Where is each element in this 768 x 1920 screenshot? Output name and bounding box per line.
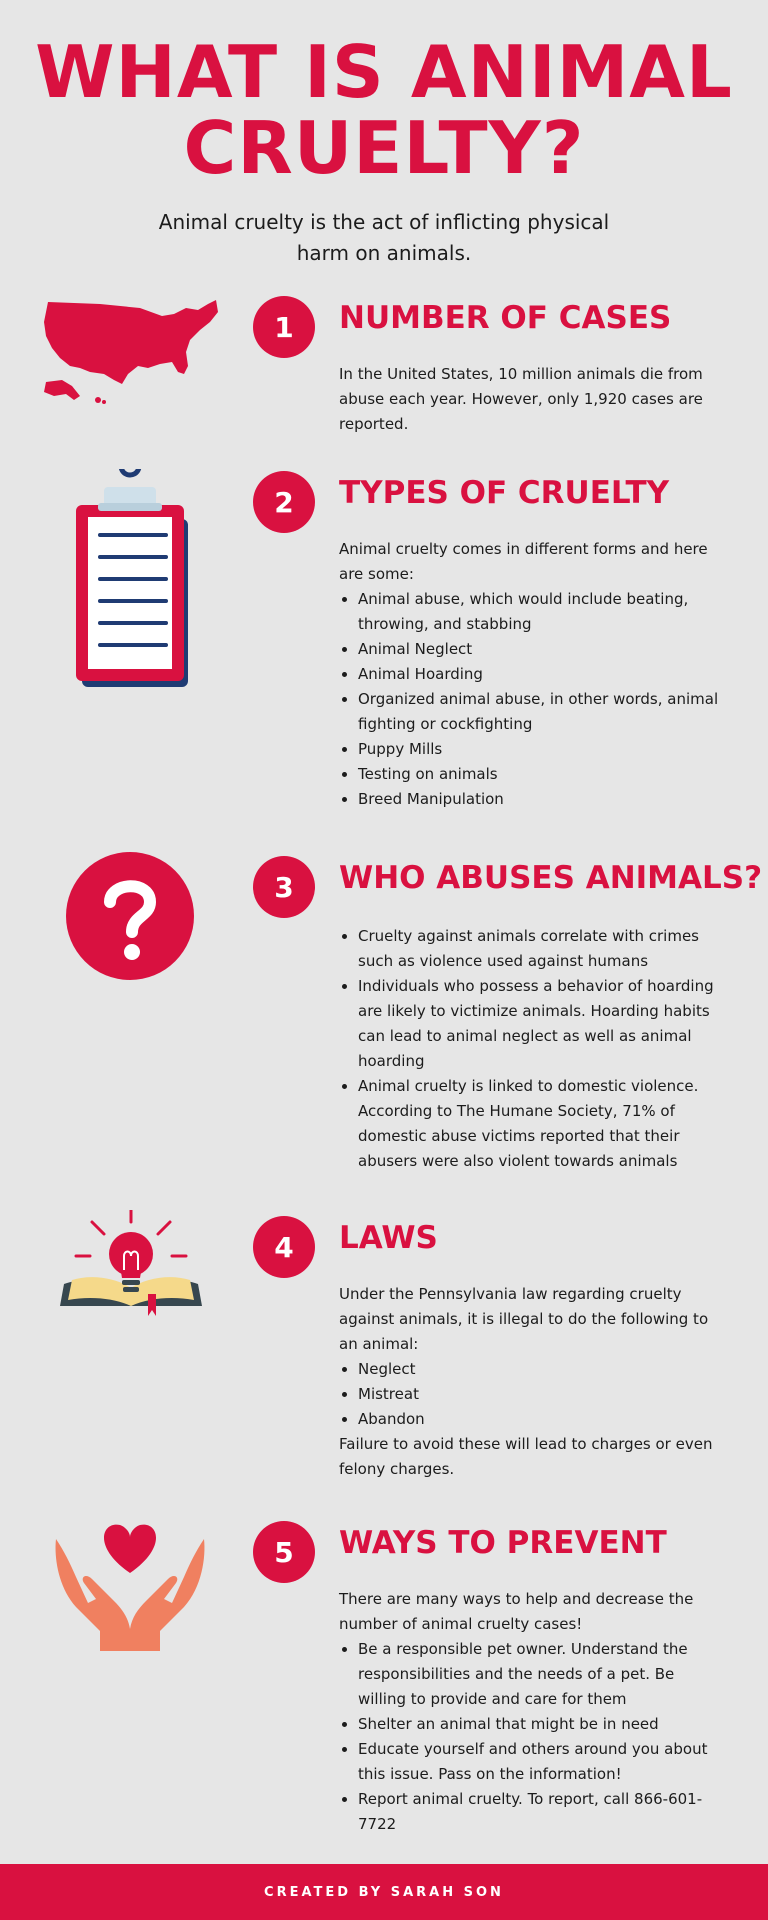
- list-item: • Animal Neglect: [358, 637, 725, 662]
- list-item: • Testing on animals: [358, 762, 725, 787]
- list-item: • Animal cruelty is linked to domestic violence. According to The Humane Society, 71% of domestic abuse victims reported that their abusers were also violent towards animals: [358, 1074, 725, 1174]
- section-title: WAYS TO PREVENT: [339, 1525, 667, 1561]
- usa-map-icon: [40, 296, 222, 408]
- section-body: [339, 924, 725, 1174]
- question-mark-icon: [66, 852, 194, 980]
- section-number-badge: 4: [253, 1216, 315, 1278]
- section-number-badge: 5: [253, 1521, 315, 1583]
- list-item: • Organized animal abuse, in other words, animal fighting or cockfighting: [358, 687, 725, 737]
- section-title: NUMBER OF CASES: [339, 300, 672, 336]
- lightbulb-book-icon: [56, 1210, 206, 1334]
- section-body: [339, 1587, 725, 1837]
- section-number-badge: 1: [253, 296, 315, 358]
- bullet-list: [339, 1637, 725, 1837]
- section-body: [339, 1282, 725, 1482]
- section-intro: Under the Pennsylvania law regarding cruelty against animals, it is illegal to do the following to an animal:: [339, 1285, 709, 1353]
- list-item: • Animal abuse, which would include beating, throwing, and stabbing: [358, 587, 725, 637]
- section-title: TYPES OF CRUELTY: [339, 475, 670, 511]
- list-item: • Cruelty against animals correlate with crimes such as violence used against humans: [358, 924, 725, 974]
- section-title: LAWS: [339, 1220, 438, 1256]
- section-body: [339, 362, 725, 437]
- page-title: WHAT IS ANIMAL CRUELTY?: [35, 30, 733, 190]
- section-intro: There are many ways to help and decrease the number of animal cruelty cases!: [339, 1590, 694, 1633]
- hands-heart-icon: [52, 1517, 208, 1653]
- bullet-list: [339, 1357, 725, 1432]
- section-outro: Failure to avoid these will lead to charges or even felony charges.: [339, 1435, 713, 1478]
- bullet-list: [339, 587, 725, 812]
- footer-credit: CREATED BY SARAH SON: [0, 1864, 768, 1920]
- list-item: • Report animal cruelty. To report, call 866-601-7722: [358, 1787, 725, 1837]
- section-number-badge: 3: [253, 856, 315, 918]
- section-text: In the United States, 10 million animals die from abuse each year. However, only 1,920 cases are reported.: [339, 365, 703, 433]
- list-item: • Puppy Mills: [358, 737, 725, 762]
- list-item: • Animal Hoarding: [358, 662, 725, 687]
- section-number-badge: 2: [253, 471, 315, 533]
- list-item: • Shelter an animal that might be in need: [358, 1712, 725, 1737]
- list-item: • Be a responsible pet owner. Understand the responsibilities and the needs of a pet. Be willing to provide and care for them: [358, 1637, 725, 1712]
- list-item: • Breed Manipulation: [358, 787, 725, 812]
- section-intro: Animal cruelty comes in different forms and here are some:: [339, 540, 708, 583]
- clipboard-icon: [70, 469, 194, 689]
- list-item: • Neglect: [358, 1357, 725, 1382]
- intro-text: Animal cruelty is the act of inflicting physical harm on animals.: [158, 210, 610, 265]
- bullet-list: [339, 924, 725, 1174]
- section-title: WHO ABUSES ANIMALS?: [339, 860, 763, 896]
- list-item: • Abandon: [358, 1407, 725, 1432]
- list-item: • Individuals who possess a behavior of hoarding are likely to victimize animals. Hoarding habits can lead to animal neglect as well as animal hoarding: [358, 974, 725, 1074]
- section-body: [339, 537, 725, 812]
- list-item: • Mistreat: [358, 1382, 725, 1407]
- list-item: • Educate yourself and others around you about this issue. Pass on the information!: [358, 1737, 725, 1787]
